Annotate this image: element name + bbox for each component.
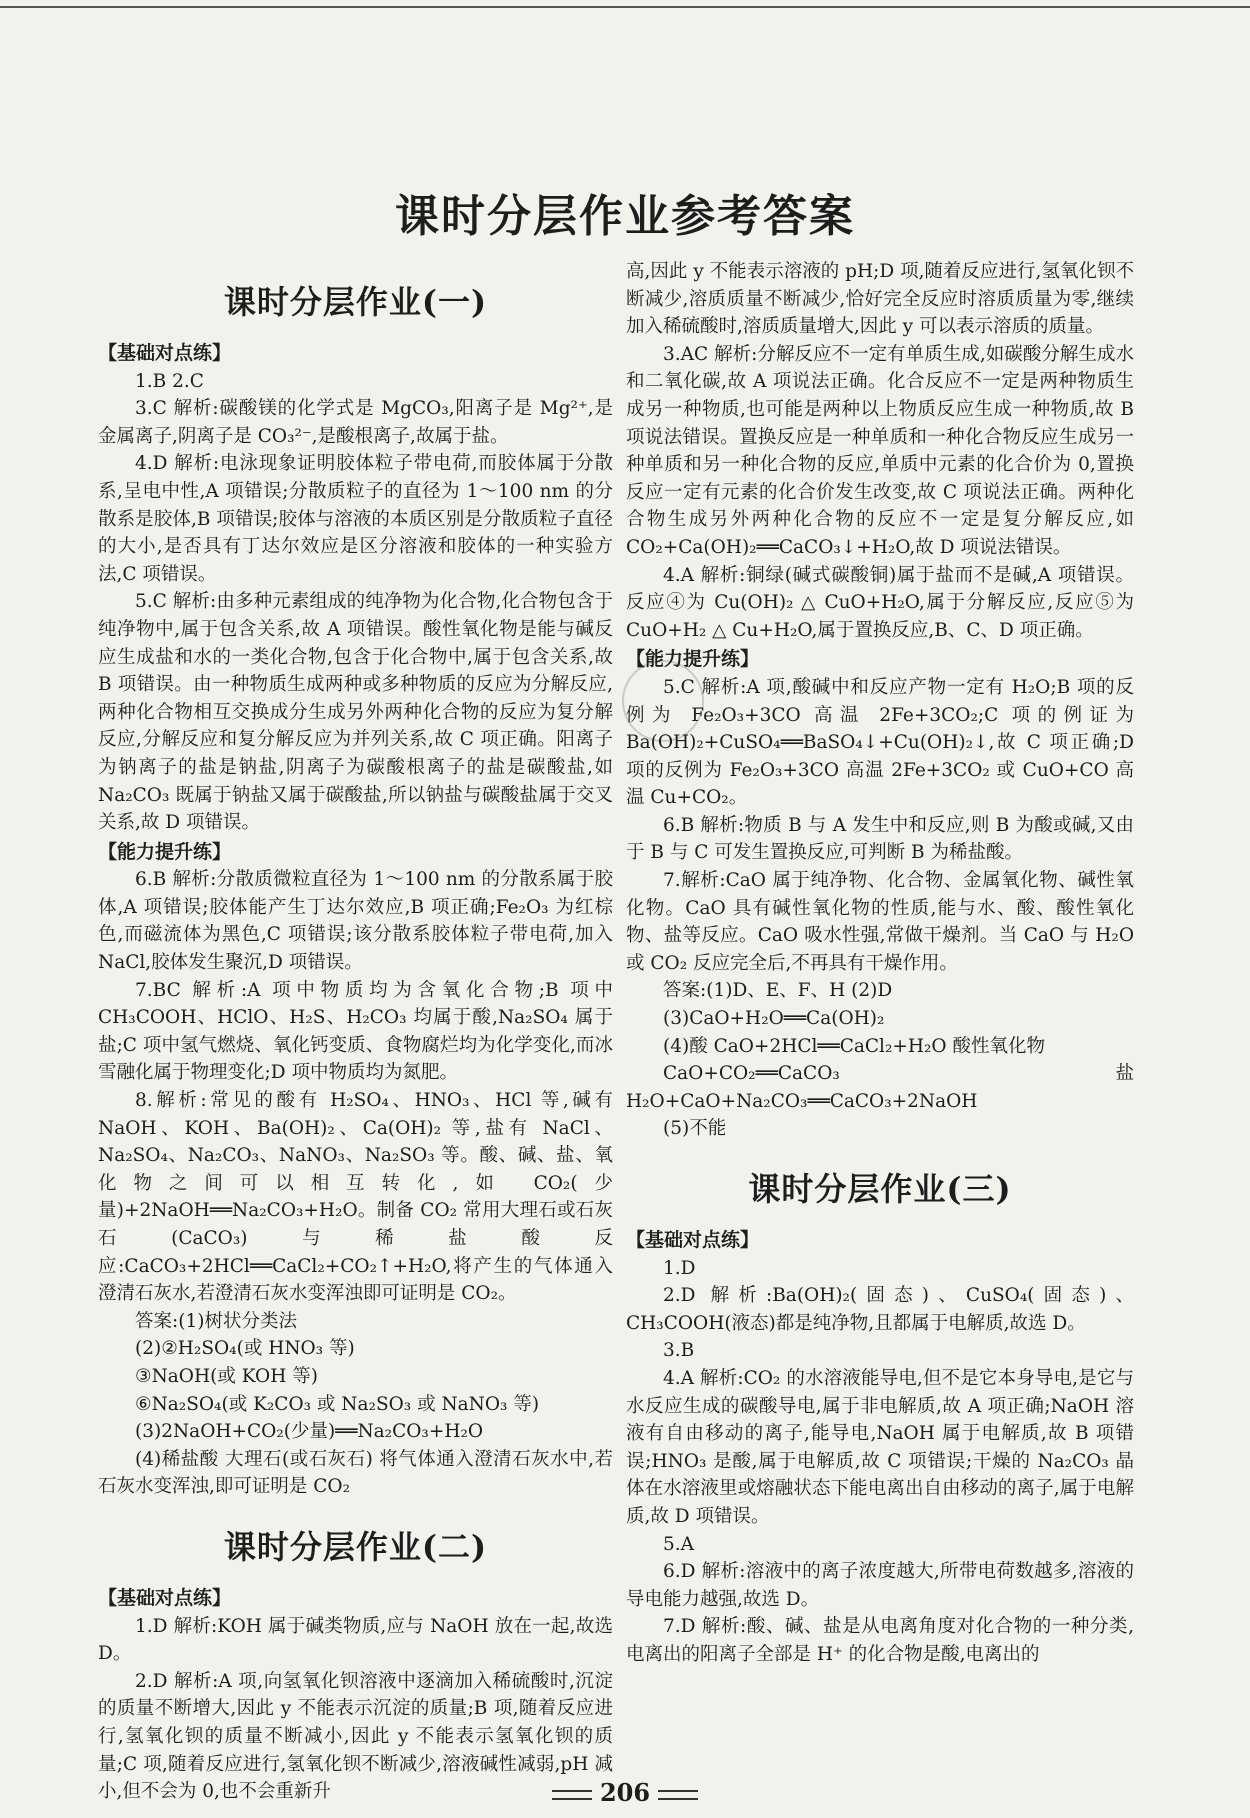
answer-item: 6.D 解析:溶液中的离子浓度越大,所带电荷数越多,溶液的导电能力越强,故选 D。 <box>626 1561 1134 1610</box>
page-number: 206 <box>599 1778 651 1807</box>
answer-item: 1.D <box>663 1257 696 1279</box>
section-title: 课时分层作业(二) <box>223 1527 488 1566</box>
answer-line: (4)酸 CaO+2HCl══CaCl₂+H₂O 酸性氧化物 <box>663 1035 1045 1057</box>
answer-item: 7.解析:CaO 属于纯净物、化合物、金属氧化物、碱性氧化物。CaO 具有碱性氧化物的性质,能与水、酸、酸性氧化物、盐等反应。CaO 吸水性强,常做干燥剂。当 CaO 与 H₂O 或 CO₂ 反应完全后,不再具有干燥作用。 <box>626 870 1134 974</box>
answer-line: (5)不能 <box>663 1118 727 1140</box>
answer-item: 6.B 解析:分散质微粒直径为 1～100 nm 的分散系属于胶体,A 项错误;胶体能产生丁达尔效应,B 项正确;Fe₂O₃ 为红棕色,而磁流体为黑色,C 项错误;该分散系胶体粒子带电荷,加入 NaCl,胶体发生聚沉,D 项错误。 <box>98 869 613 974</box>
answer-line: ⑥Na₂SO₄(或 K₂CO₃ 或 Na₂SO₃ 或 NaNO₃ 等) <box>135 1393 540 1415</box>
answer-item: 3.C 解析:碳酸镁的化学式是 MgCO₃,阳离子是 Mg²⁺,是金属离子,阴离子是 CO₃²⁻,是酸根离子,故属于盐。 <box>98 398 613 447</box>
answer-line: 答案:(1)树状分类法 <box>135 1310 297 1332</box>
subsection-label: 【能力提升练】 <box>626 648 760 671</box>
section-title: 课时分层作业(一) <box>223 283 488 321</box>
subsection-label: 【基础对点练】 <box>626 1229 760 1251</box>
footer-rule <box>552 1790 592 1800</box>
answer-item: 5.C 解析:由多种元素组成的纯净物为化合物,化合物包含于纯净物中,属于包含关系,故 A 项错误。酸性氧化物是能与碱反应生成盐和水的一类化合物,包含于化合物中,属于包含关系,故 B 项错误。由一种物质生成两种或多种物质的反应为分解反应,两种化合物相互交换成分生成另外两种化合物的反应为复分解反应,分解反应和复分解反应为并列关系,故 C 项正确。阳离子为钠离子的盐是钠盐,阴离子为碳酸根离子的盐是碳酸盐,如 Na₂CO₃ 既属于钠盐又属于碳酸盐,所以钠盐与碳酸盐属于交叉关系,故 D 项错误。 <box>98 591 613 834</box>
answer-line: (3)CaO+H₂O══Ca(OH)₂ <box>663 1008 885 1030</box>
answer-item: 1.B 2.C <box>135 370 204 392</box>
answer-item: 4.D 解析:电泳现象证明胶体粒子带电荷,而胶体属于分散系,呈电中性,A 项错误;分散质粒子的直径为 1～100 nm 的分散系是胶体,B 项错误;胶体与溶液的本质区别是分散质粒子直径的大小,是否具有丁达尔效应是区分溶液和胶体的一种实验方法,C 项错误。 <box>98 453 613 585</box>
answer-line: (3)2NaOH+CO₂(少量)══Na₂CO₃+H₂O <box>135 1421 484 1443</box>
answer-item: 5.C 解析:A 项,酸碱中和反应产物一定有 H₂O;B 项的反例为 Fe₂O₃+3CO 高温 2Fe+3CO₂;C 项的例证为 Ba(OH)₂+CuSO₄══BaSO₄↓+Cu(OH)₂↓,故 C 项正确;D 项的反例为 Fe₂O₃+3CO 高温 2Fe+3CO₂ 或 CuO+CO 高温 Cu+CO₂。 <box>626 676 1134 809</box>
subsection-label: 【能力提升练】 <box>98 840 232 863</box>
answer-line: (2)②H₂SO₄(或 HNO₃ 等) <box>135 1338 355 1360</box>
answer-item: 2.D 解析:A 项,向氢氧化钡溶液中逐滴加入稀硫酸时,沉淀的质量不断增大,因此 y 不能表示沉淀的质量;B 项,随着反应进行,氢氧化钡的质量不断减小,因此 y 不能表示氢氧化钡的质量;C 项,随着反应进行,氢氧化钡不断减少,溶液碱性减弱,pH 减小,但不会为 0,也不会重新升 <box>98 1670 613 1803</box>
answer-item: 5.A <box>663 1533 695 1555</box>
answer-item: 1.D 解析:KOH 属于碱类物质,应与 NaOH 放在一起,故选 D。 <box>98 1615 613 1665</box>
top-rule <box>0 6 1250 8</box>
answer-item: 7.BC 解析:A 项中物质均为含氧化合物;B 项中 CH₃COOH、HClO、H₂S、H₂CO₃ 均属于酸,Na₂SO₄ 属于盐;C 项中氢气燃烧、氧化钙变质、食物腐烂均为化学变化,而冰雪融化属于物理变化;D 项中物质均为氮肥。 <box>98 979 613 1084</box>
answer-continuation: 高,因此 y 不能表示溶液的 pH;D 项,随着反应进行,氢氧化钡不断减少,溶质质量不断减少,恰好完全反应时溶质质量为零,继续加入稀硫酸时,溶质质量增大,因此 y 可以表示溶质的质量。 <box>626 261 1134 338</box>
right-column <box>626 258 1134 1669</box>
page-footer <box>0 1778 1250 1807</box>
answer-item: 3.AC 解析:分解反应不一定有单质生成,如碳酸分解生成水和二氧化碳,故 A 项说法正确。化合反应不一定是两种物质生成另一种物质,也可能是两种以上物质反应生成一种物质,故 B 项说法错误。置换反应是一种单质和一种化合物反应生成另一种单质和另一种化合物的反应,单质中元素的化合价为 0,置换反应一定有元素的化合价发生改变,故 C 项说法正确。两种化合物生成另外两种化合物的反应不一定是复分解反应,如 CO₂+Ca(OH)₂══CaCO₃↓+H₂O,故 D 项说法错误。 <box>626 343 1134 558</box>
section-title: 课时分层作业(三) <box>748 1170 1012 1208</box>
answer-item: 7.D 解析:酸、碱、盐是从电离角度对化合物的一种分类,电离出的阳离子全部是 H⁺ 的化合物是酸,电离出的 <box>626 1616 1134 1665</box>
answer-item: 2.D 解析:Ba(OH)₂(固态)、CuSO₄(固态)、CH₃COOH(液态)都是纯净物,且都属于电解质,故选 D。 <box>626 1285 1134 1334</box>
answer-line: (4)稀盐酸 大理石(或石灰石) 将气体通入澄清石灰水中,若石灰水变浑浊,即可证明是 CO₂ <box>98 1448 613 1498</box>
subsection-label: 【基础对点练】 <box>98 342 232 364</box>
answer-item: 4.A 解析:CO₂ 的水溶液能导电,但不是它本身导电,是它与水反应生成的碳酸导电,属于非电解质,故 A 项正确;NaOH 溶液有自由移动的离子,能导电,NaOH 属于电解质,故 B 项错误;HNO₃ 是酸,属于电解质,故 C 项错误;干燥的 Na₂CO₃ 晶体在水溶液里或熔融状态下能电离出自由移动的离子,属于电解质,故 D 项错误。 <box>626 1367 1134 1527</box>
footer-rule <box>658 1790 698 1800</box>
answer-line: 答案:(1)D、E、F、H (2)D <box>663 980 893 1002</box>
answer-line: ③NaOH(或 KOH 等) <box>135 1365 318 1387</box>
answer-item: 6.B 解析:物质 B 与 A 发生中和反应,则 B 为酸或碱,又由于 B 与 C 可发生置换反应,可判断 B 为稀盐酸。 <box>626 814 1134 864</box>
subsection-label: 【基础对点练】 <box>98 1586 232 1609</box>
answer-line: CaO+CO₂══CaCO₃ 盐 H₂O+CaO+Na₂CO₃══CaCO₃+2NaOH <box>626 1063 1134 1112</box>
answer-item: 4.A 解析:铜绿(碱式碳酸铜)属于盐而不是碱,A 项错误。反应④为 Cu(OH)₂ △ CuO+H₂O,属于分解反应,反应⑤为 CuO+H₂ △ Cu+H₂O,属于置换反应,B、C、D 项正确。 <box>626 564 1134 641</box>
answer-item: 8.解析:常见的酸有 H₂SO₄、HNO₃、HCl 等,碱有 NaOH、KOH、Ba(OH)₂、Ca(OH)₂ 等,盐有 NaCl、Na₂SO₄、Na₂CO₃、NaNO₃、Na₂SO₃ 等。酸、碱、盐、氧化物之间可以相互转化,如 CO₂(少量)+2NaOH══Na₂CO₃+H₂O。制备 CO₂ 常用大理石或石灰石(CaCO₃)与稀盐酸反应:CaCO₃+2HCl══CaCl₂+CO₂↑+H₂O,将产生的气体通入澄清石灰水,若澄清石灰水变浑浊即可证明是 CO₂。 <box>98 1090 613 1305</box>
page-title: 课时分层作业参考答案 <box>395 191 855 242</box>
left-column <box>98 262 613 1806</box>
answer-item: 3.B <box>663 1340 695 1362</box>
